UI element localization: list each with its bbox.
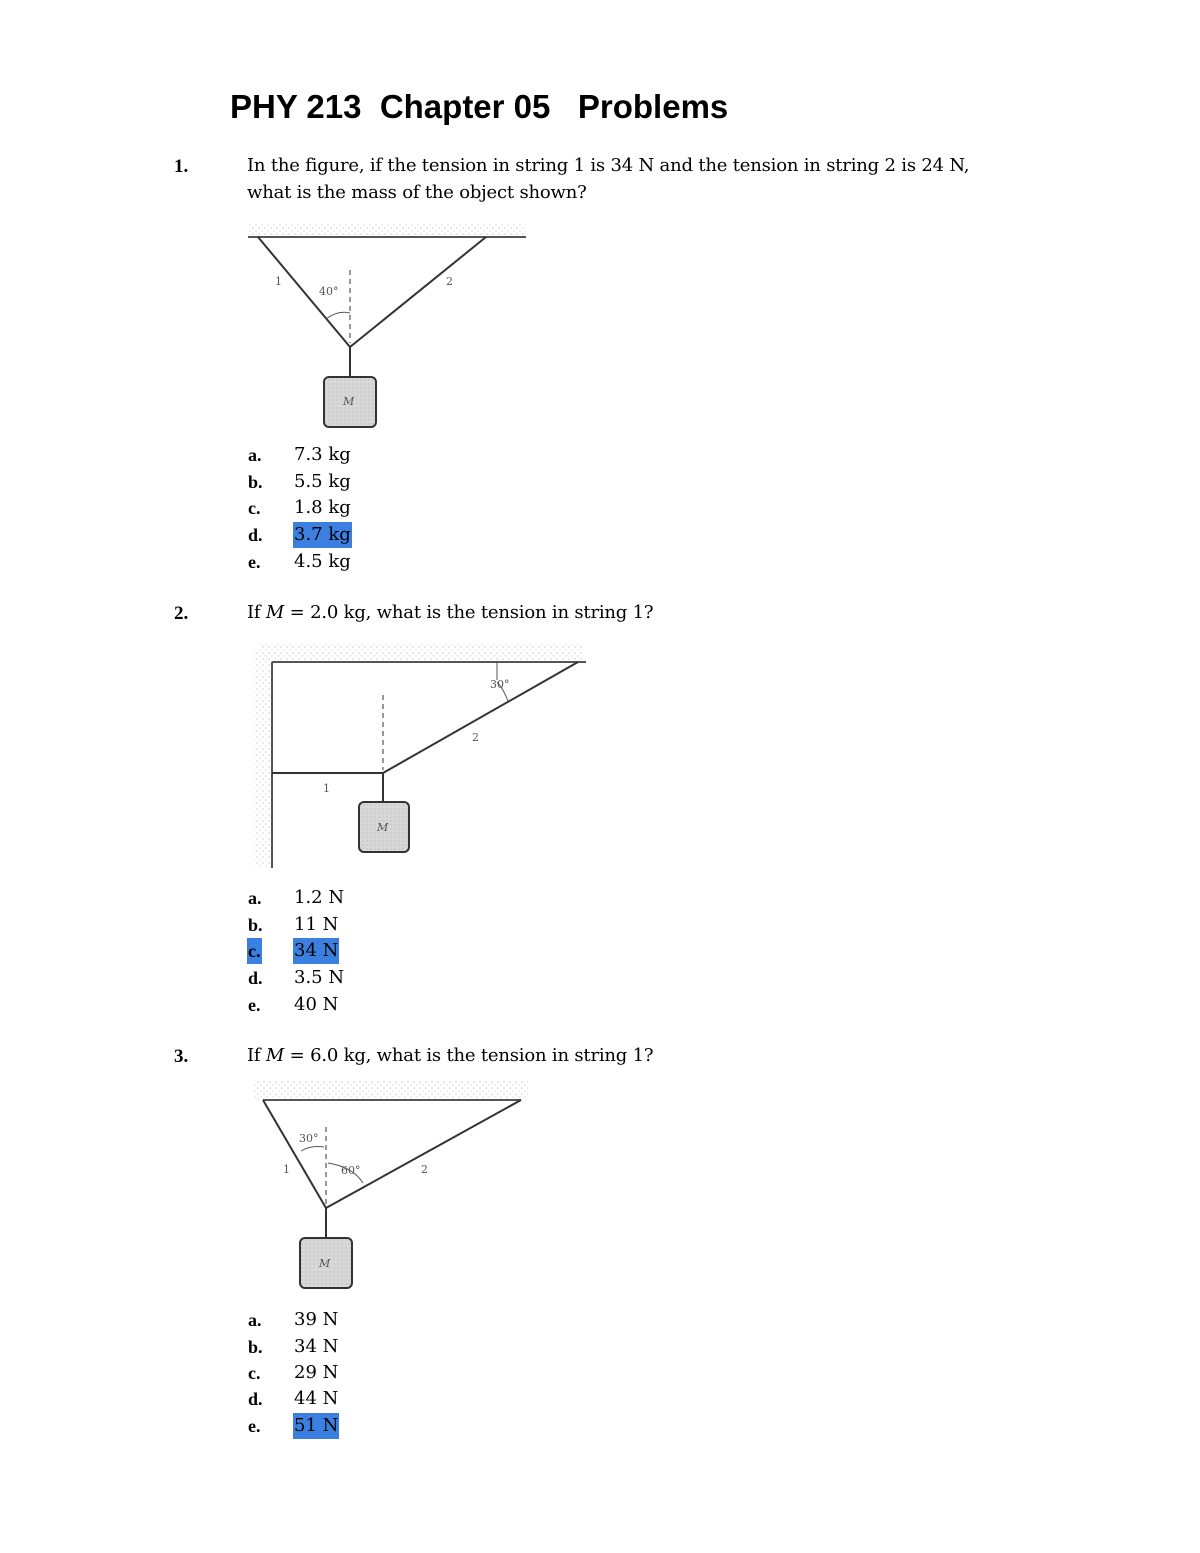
figure-1	[240, 215, 540, 435]
option-value: 3.5 N	[294, 967, 345, 988]
string-2	[350, 237, 486, 347]
question-1-number: 1.	[174, 156, 189, 177]
string-2-label: 2	[446, 275, 453, 288]
string-1-label: 1	[275, 275, 282, 288]
wall-texture	[254, 648, 272, 868]
figure-3	[245, 1075, 540, 1295]
option-value: 39 N	[294, 1309, 339, 1330]
option-value: 44 N	[294, 1388, 339, 1409]
string-1-label: 1	[283, 1163, 290, 1176]
option-letter: c.	[248, 498, 261, 518]
ceiling-texture	[248, 223, 526, 237]
option-value-highlighted: 34 N	[293, 938, 339, 964]
option-value: 40 N	[294, 994, 339, 1015]
question-3-number: 3.	[174, 1046, 189, 1067]
question-2-text-prefix: If	[247, 602, 266, 623]
option-letter: d.	[248, 1389, 263, 1409]
question-2-text-suffix: = 2.0 kg, what is the tension in string 1?	[284, 602, 654, 623]
question-3-text-suffix: = 6.0 kg, what is the tension in string 1?	[284, 1045, 654, 1066]
option-letter: c.	[248, 1363, 261, 1383]
angle-label: 30°	[490, 678, 510, 691]
option-value-highlighted: 51 N	[293, 1413, 339, 1439]
question-2-text-var: M	[265, 602, 285, 623]
option-letter: b.	[248, 472, 263, 492]
mass-label: M	[377, 821, 389, 834]
option-letter: a.	[248, 888, 262, 908]
question-3-text-prefix: If	[247, 1045, 266, 1066]
question-1-text-line2: what is the mass of the object shown?	[247, 182, 587, 203]
option-value: 1.2 N	[294, 887, 345, 908]
mass-label: M	[319, 1257, 331, 1270]
string-1-label: 1	[323, 782, 330, 795]
page-title: PHY 213 Chapter 05 Problems	[230, 88, 729, 125]
string-1	[263, 1100, 326, 1208]
option-value: 29 N	[294, 1362, 339, 1383]
question-1-text-line1: In the figure, if the tension in string 1 is 34 N and the tension in string 2 is 24 N,	[247, 155, 970, 176]
question-3-text	[247, 1042, 653, 1069]
angle-2-label: 60°	[341, 1164, 361, 1177]
option-value: 5.5 kg	[294, 471, 351, 492]
mass-label: M	[343, 395, 355, 408]
option-letter: b.	[248, 1337, 263, 1357]
option-letter: a.	[248, 1310, 262, 1330]
string-2-label: 2	[472, 731, 479, 744]
string-2-label: 2	[421, 1163, 428, 1176]
option-letter: e.	[248, 552, 261, 572]
angle-arc-1	[301, 1147, 324, 1152]
string-2	[383, 662, 578, 773]
option-value: 4.5 kg	[294, 551, 351, 572]
option-letter: a.	[248, 445, 262, 465]
option-letter: e.	[248, 995, 261, 1015]
option-value: 34 N	[294, 1336, 339, 1357]
question-2-number: 2.	[174, 603, 189, 624]
option-letter: d.	[248, 968, 263, 988]
angle-1-label: 30°	[299, 1132, 319, 1145]
ceiling-texture	[258, 644, 583, 662]
angle-label: 40°	[319, 285, 339, 298]
string-2	[326, 1100, 521, 1208]
figure-2	[250, 640, 595, 870]
option-letter: d.	[248, 525, 263, 545]
question-2-text	[247, 599, 653, 626]
option-value: 11 N	[294, 914, 339, 935]
option-letter: e.	[248, 1416, 261, 1436]
option-value: 1.8 kg	[294, 497, 351, 518]
option-value-highlighted: 3.7 kg	[293, 522, 352, 548]
option-value: 7.3 kg	[294, 444, 351, 465]
question-1-text	[247, 152, 969, 206]
ceiling-texture	[253, 1081, 528, 1100]
angle-arc	[326, 312, 350, 319]
question-3-text-var: M	[265, 1045, 285, 1066]
option-letter-highlighted: c.	[247, 938, 262, 964]
option-letter: b.	[248, 915, 263, 935]
